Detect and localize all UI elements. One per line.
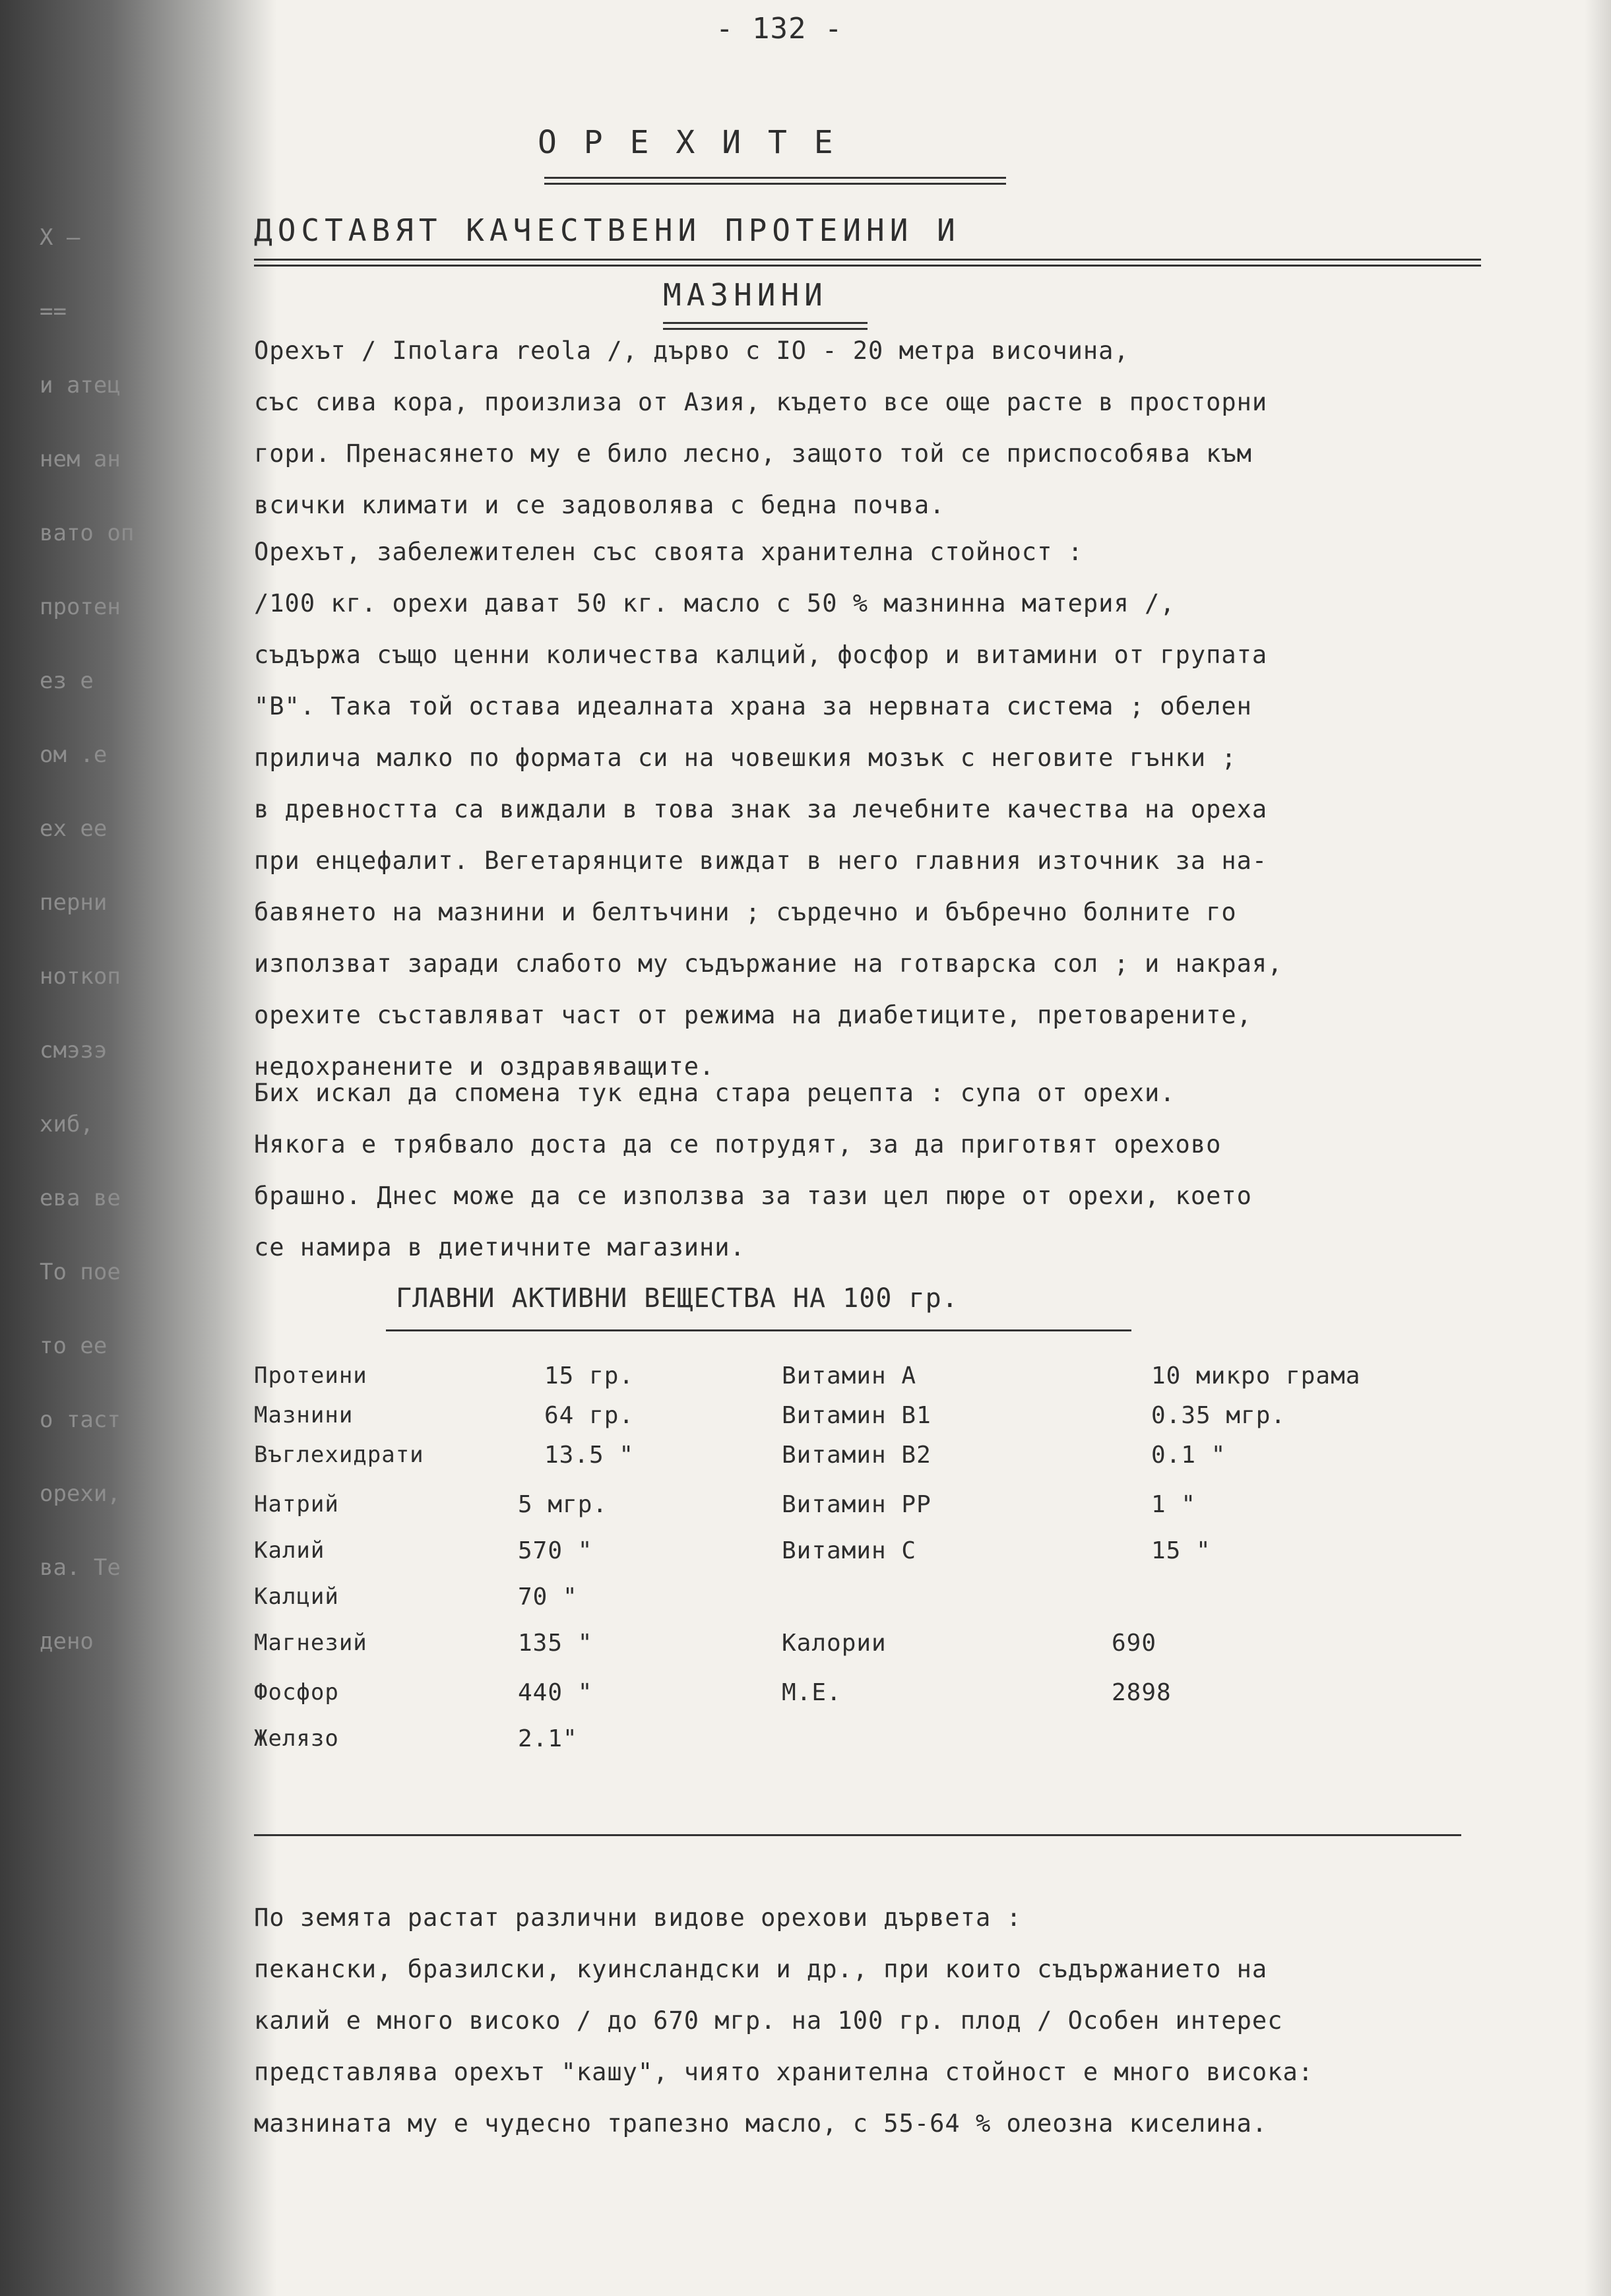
text-line: По земята растат различни видове орехови дървета : (254, 1903, 1022, 1932)
text-line: със сива кора, произлиза от Азия, където все още расте в просторни (254, 388, 1268, 416)
text-line: /100 кг. орехи дават 50 кг. масло с 50 % мазнинна материя /, (254, 589, 1176, 618)
bleed-text: смэзэ (40, 1037, 108, 1064)
bleed-text: ез е (40, 668, 94, 694)
nutrient-value: 5 мгр. (518, 1491, 608, 1518)
heading-line2: МАЗНИНИ (663, 277, 828, 313)
text-line: недохранените и оздравяващите. (254, 1052, 715, 1081)
nutrient-value: 15 " (1151, 1537, 1211, 1564)
text-line: се намира в диетичните магазини. (254, 1233, 745, 1261)
bleed-text: То пое (40, 1259, 121, 1285)
bleed-text: хиб, (40, 1111, 94, 1137)
bleed-text: ева ве (40, 1185, 121, 1211)
nutrient-name: Протеини (254, 1362, 367, 1389)
heading-line1: ДОСТАВЯТ КАЧЕСТВЕНИ ПРОТЕИНИ И (254, 212, 961, 248)
text-line: в древността са виждали в това знак за лечебните качества на ореха (254, 795, 1268, 823)
page-number: - 132 - (716, 12, 843, 46)
nutrient-value: 690 (1112, 1630, 1157, 1657)
bleed-text: то ее (40, 1333, 108, 1359)
bleed-text: ом .е (40, 742, 108, 768)
text-line: Някога е трябвало доста да се потрудят, за да приготвят орехово (254, 1130, 1222, 1159)
table-title: ГЛАВНИ АКТИВНИ ВЕЩЕСТВА НА 100 гр. (396, 1283, 959, 1314)
bleed-text: ва. Те (40, 1554, 121, 1581)
bleed-text: орехи, (40, 1481, 121, 1507)
nutrient-value: 15 гр. (544, 1362, 635, 1389)
bleed-text: ноткоп (40, 963, 121, 990)
nutrient-value: 135 " (518, 1630, 593, 1657)
nutrient-value: 1 " (1151, 1491, 1197, 1518)
text-line: бавянето на мазнини и белтъчини ; сърдечно и бъбречно болните го (254, 898, 1237, 926)
nutrient-value: 2898 (1112, 1679, 1172, 1706)
page-edge (1585, 0, 1611, 2296)
nutrient-name: Желязо (254, 1725, 339, 1752)
text-line: Орехът / Іпоlаrа rеоlа /, дърво с IO - 20 метра височина, (254, 336, 1129, 365)
nutrient-name: Витамин B2 (782, 1442, 932, 1469)
text-line: брашно. Днес може да се използва за тази цел пюре от орехи, което (254, 1182, 1252, 1210)
text-line: калий е много високо / до 670 мгр. на 100 гр. плод / Особен интерес (254, 2006, 1283, 2035)
text-line: орехите съставляват част от режима на диабетиците, претоварените, (254, 1001, 1252, 1029)
title: О Р Е Х И Т Е (538, 124, 837, 161)
nutrient-name: Витамин А (782, 1362, 917, 1389)
nutrient-value: 13.5 " (544, 1442, 635, 1469)
text-line: прилича малко по формата си на човешкия мозък с неговите гънки ; (254, 744, 1237, 772)
text-line: използват заради слабото му съдържание на готварска сол ; и накрая, (254, 949, 1283, 978)
text-line: всички климати и се задоволява с бедна почва. (254, 491, 945, 519)
bleed-text: == (40, 298, 67, 325)
bleed-text: вато оп (40, 520, 135, 546)
heading-line2-underline (663, 322, 868, 330)
text-line: гори. Пренасянето му е било лесно, защото той се приспособява към (254, 439, 1252, 468)
bleed-text: о таст (40, 1407, 121, 1433)
title-underline (544, 177, 1006, 185)
nutrient-value: 0.35 мгр. (1151, 1402, 1286, 1429)
text-line: съдържа също ценни количества калций, фосфор и витамини от групата (254, 641, 1268, 669)
text-line: представлява орехът "кашу", чиято хранителна стойност е много висока: (254, 2058, 1314, 2086)
document-page (254, 0, 1507, 2296)
bleed-text: нем ан (40, 446, 121, 472)
bleed-text: Х – (40, 224, 80, 251)
bleed-text: ех ее (40, 815, 108, 842)
nutrient-value: 70 " (518, 1583, 578, 1610)
nutrient-value: 2.1" (518, 1725, 578, 1752)
nutrient-name: Натрий (254, 1491, 339, 1517)
nutrient-name: Мазнини (254, 1402, 354, 1428)
bleed-text: перни (40, 889, 108, 916)
nutrient-name: Въглехидрати (254, 1442, 424, 1468)
heading-underline (254, 259, 1481, 267)
bleed-text: дено (40, 1628, 94, 1655)
nutrient-name: М.Е. (782, 1679, 842, 1706)
nutrient-name: Фосфор (254, 1679, 339, 1706)
text-line: мазнината му е чудесно трапезно масло, с 55-64 % олеозна киселина. (254, 2109, 1268, 2138)
table-title-underline (386, 1329, 1131, 1331)
bleed-text: протен (40, 594, 121, 620)
nutrient-value: 64 гр. (544, 1402, 635, 1429)
nutrient-name: Витамин РР (782, 1491, 932, 1518)
nutrient-value: 570 " (518, 1537, 593, 1564)
book-binding-shadow (0, 0, 277, 2296)
nutrient-value: 0.1 " (1151, 1442, 1226, 1469)
nutrient-name: Калории (782, 1630, 887, 1657)
nutrient-name: Витамин B1 (782, 1402, 932, 1429)
nutrient-name: Калций (254, 1583, 339, 1610)
table-bottom-rule (254, 1834, 1461, 1836)
text-line: пекански, бразилски, куинсландски и др., при които съдържанието на (254, 1955, 1268, 1983)
text-line: Бих искал да спомена тук една стара рецепта : супа от орехи. (254, 1079, 1176, 1107)
text-line: Орехът, забележителен със своята хранителна стойност : (254, 538, 1083, 566)
nutrient-name: Магнезий (254, 1630, 367, 1656)
nutrient-value: 440 " (518, 1679, 593, 1706)
bleed-text: и атец (40, 372, 121, 399)
nutrient-name: Витамин С (782, 1537, 917, 1564)
text-line: "В". Така той остава идеалната храна за нервната система ; обелен (254, 692, 1252, 720)
nutrient-name: Калий (254, 1537, 325, 1564)
nutrient-value: 10 микро грама (1151, 1362, 1361, 1389)
text-line: при енцефалит. Вегетарянците виждат в него главния източник за на- (254, 846, 1268, 875)
